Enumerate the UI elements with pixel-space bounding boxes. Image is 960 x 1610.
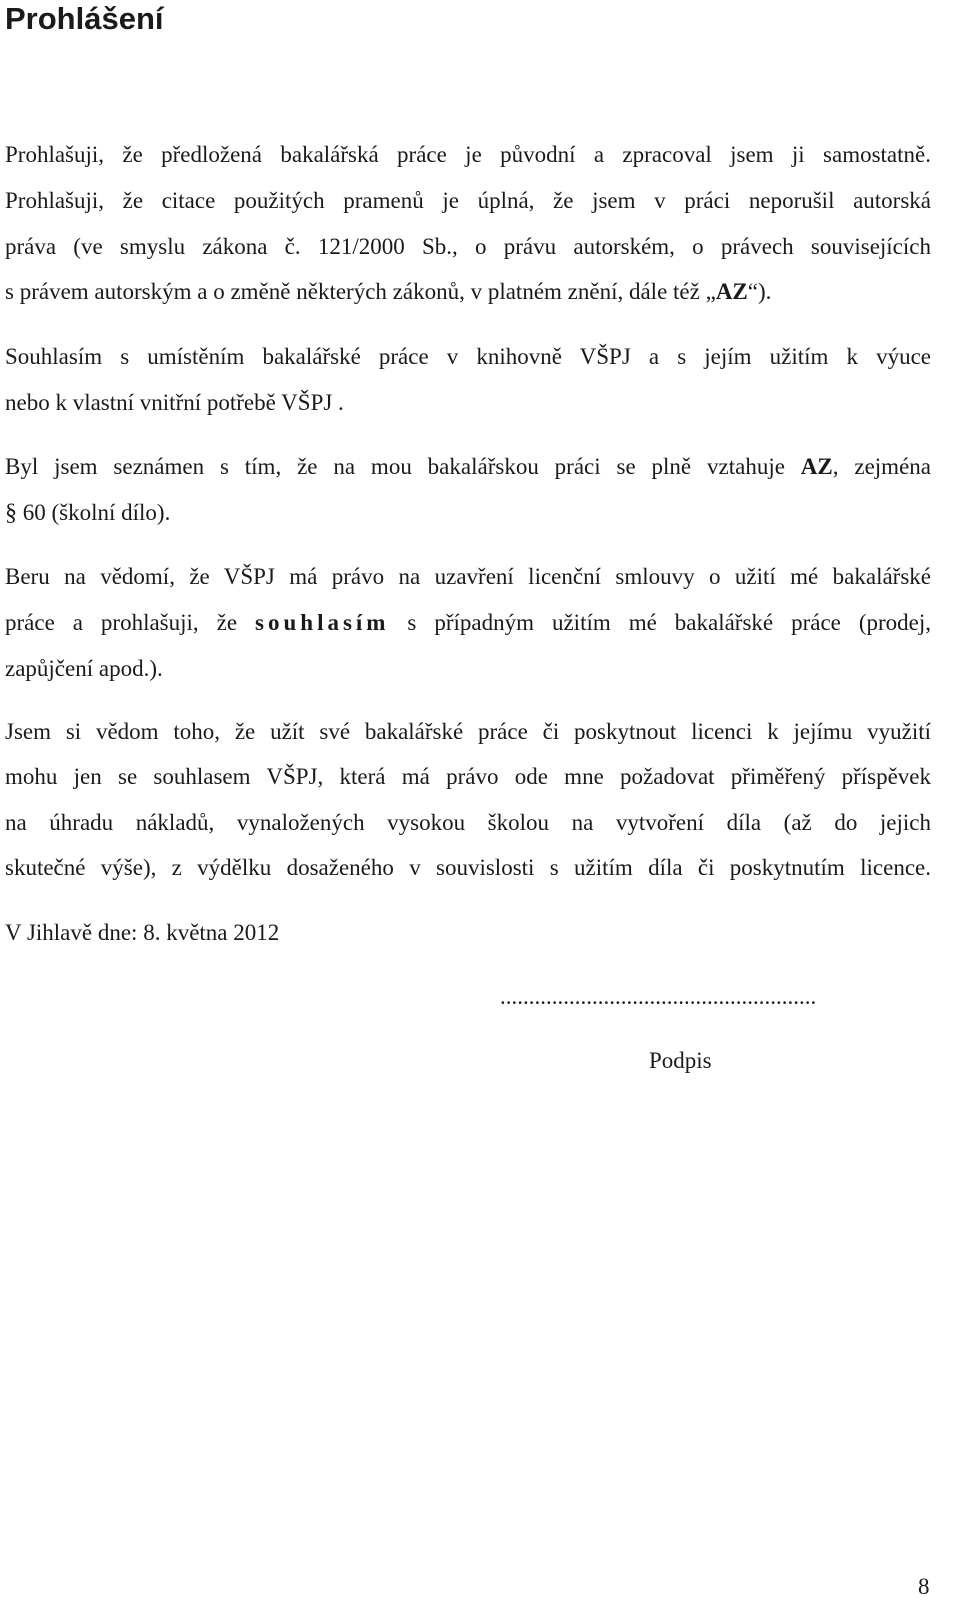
paragraph-3-line-1-end: , zejména — [832, 454, 931, 479]
az-abbreviation: AZ — [800, 454, 833, 479]
paragraph-3-line-1 — [5, 452, 931, 482]
paragraph-5-line-4: skutečné výše), z výdělku dosaženého v souvislosti s užitím díla či poskytnutím licence. — [5, 855, 931, 880]
page-number: 8 — [918, 1574, 930, 1599]
signature-label: Podpis — [649, 1048, 712, 1073]
paragraph-4-line-3: zapůjčení apod.). — [5, 656, 163, 681]
place-and-date: V Jihlavě dne: 8. května 2012 — [5, 920, 280, 945]
paragraph-3-line-2 — [5, 498, 931, 528]
paragraph-1-line-4-end: “). — [747, 279, 772, 304]
paragraph-2-line-2: nebo k vlastní vnitřní potřebě VŠPJ . — [5, 390, 344, 415]
paragraph-5-line-3: na úhradu nákladů, vynaložených vysokou školou na vytvoření díla (až do jejich — [5, 810, 931, 835]
paragraph-1-line-1: Prohlašuji, že předložená bakalářská práce je původní a zpracoval jsem ji samostatně. — [5, 142, 931, 167]
paragraph-5-line-1: Jsem si vědom toho, že užít své bakalářské práce či poskytnout licenci k jejímu využití — [5, 719, 931, 744]
paragraph-3-line-1-text: Byl jsem seznámen s tím, že na mou bakalářskou práci se plně vztahuje — [5, 454, 801, 479]
paragraph-4-line-2 — [5, 608, 931, 638]
paragraph-4-line-2-text: práce a prohlašuji, že — [5, 610, 256, 635]
paragraph-1-line-3: práva (ve smyslu zákona č. 121/2000 Sb., o právu autorském, o právech souvisejících — [5, 234, 931, 259]
paragraph-1-line-2: Prohlašuji, že citace použitých pramenů je úplná, že jsem v práci neporušil autorská — [5, 188, 931, 213]
page-title: Prohlášení — [5, 1, 164, 36]
section-symbol: § — [5, 500, 17, 526]
paragraph-5-line-2: mohu jen se souhlasem VŠPJ, která má právo ode mne požadovat přiměřený příspěvek — [5, 764, 931, 789]
paragraph-1-line-4 — [5, 277, 931, 307]
paragraph-1-line-4-text: s právem autorským a o změně některých zákonů, v platném znění, dále též „ — [5, 279, 716, 304]
az-abbreviation: AZ — [715, 279, 748, 304]
paragraph-4-line-2-end: s případným užitím mé bakalářské práce (prodej, — [389, 610, 931, 635]
consent-emphasis: souhlasím — [255, 610, 390, 635]
paragraph-4-line-1: Beru na vědomí, že VŠPJ má právo na uzavření licenční smlouvy o užití mé bakalářské — [5, 564, 931, 589]
signature-line: ....................................................... — [500, 984, 817, 1009]
paragraph-3-line-2-text: 60 (školní dílo). — [17, 500, 171, 525]
paragraph-2-line-1: Souhlasím s umístěním bakalářské práce v knihovně VŠPJ a s jejím užitím k výuce — [5, 344, 931, 369]
